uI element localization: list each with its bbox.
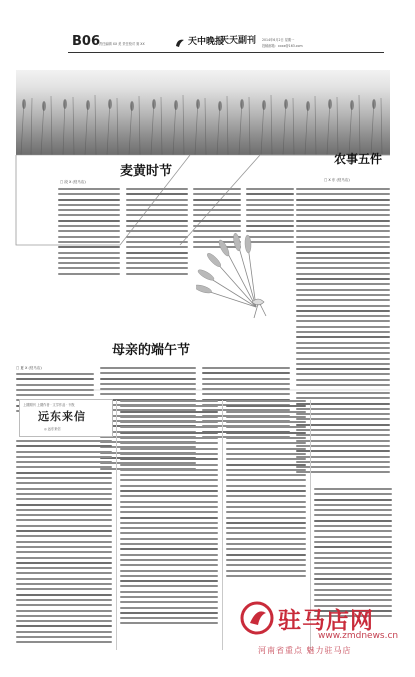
letter-text-col-3 — [226, 400, 306, 590]
farm-article-byline: □ X 东 (驻马店) — [324, 178, 350, 182]
letter-article-subtitle: ◎ 远东来信 — [44, 427, 61, 431]
wheat-bouquet-illustration — [196, 232, 288, 322]
column-divider-2 — [222, 400, 223, 650]
watermark-site-name: 驻马店网 — [278, 607, 374, 634]
wheat-article-byline: □ 段 X (驻马店) — [60, 180, 86, 184]
farm-text-col — [296, 188, 390, 388]
letter-text-col-1 — [16, 440, 112, 650]
watermark-url: www.zmdnews.cn — [318, 631, 399, 641]
contact-info: 投稿邮箱：xxxx@163.com — [262, 44, 303, 48]
letter-text-col-2 — [120, 400, 218, 640]
mother-article-byline: □ 夏 X (驻马店) — [16, 366, 42, 370]
wheat-text-col-1 — [58, 188, 120, 278]
section-name: 天天副刊 — [220, 36, 257, 46]
page-number: B06 — [72, 34, 100, 49]
wheat-text-col-2 — [126, 188, 188, 278]
column-divider-1 — [116, 400, 117, 650]
site-logo-icon — [240, 601, 274, 635]
edition-info: 责任编辑 XX 美 责任校对 窦 XX — [99, 42, 145, 46]
letter-article-title: 远东来信 — [38, 410, 86, 423]
farm-article-title: 农事五件 — [334, 152, 383, 166]
wheat-article-title: 麦黄时节 — [120, 164, 173, 179]
mother-article-title: 母亲的端午节 — [112, 343, 191, 358]
letter-column-label: 上期期刊 上期作者 · 文学作品 · 刊发 — [23, 403, 75, 407]
newspaper-brand: 天中晚报 — [188, 37, 225, 47]
date-info: 2014年6月2日 星期一 — [262, 38, 295, 42]
watermark-slogan: 河南省重点 魅力驻马店 — [258, 646, 352, 655]
